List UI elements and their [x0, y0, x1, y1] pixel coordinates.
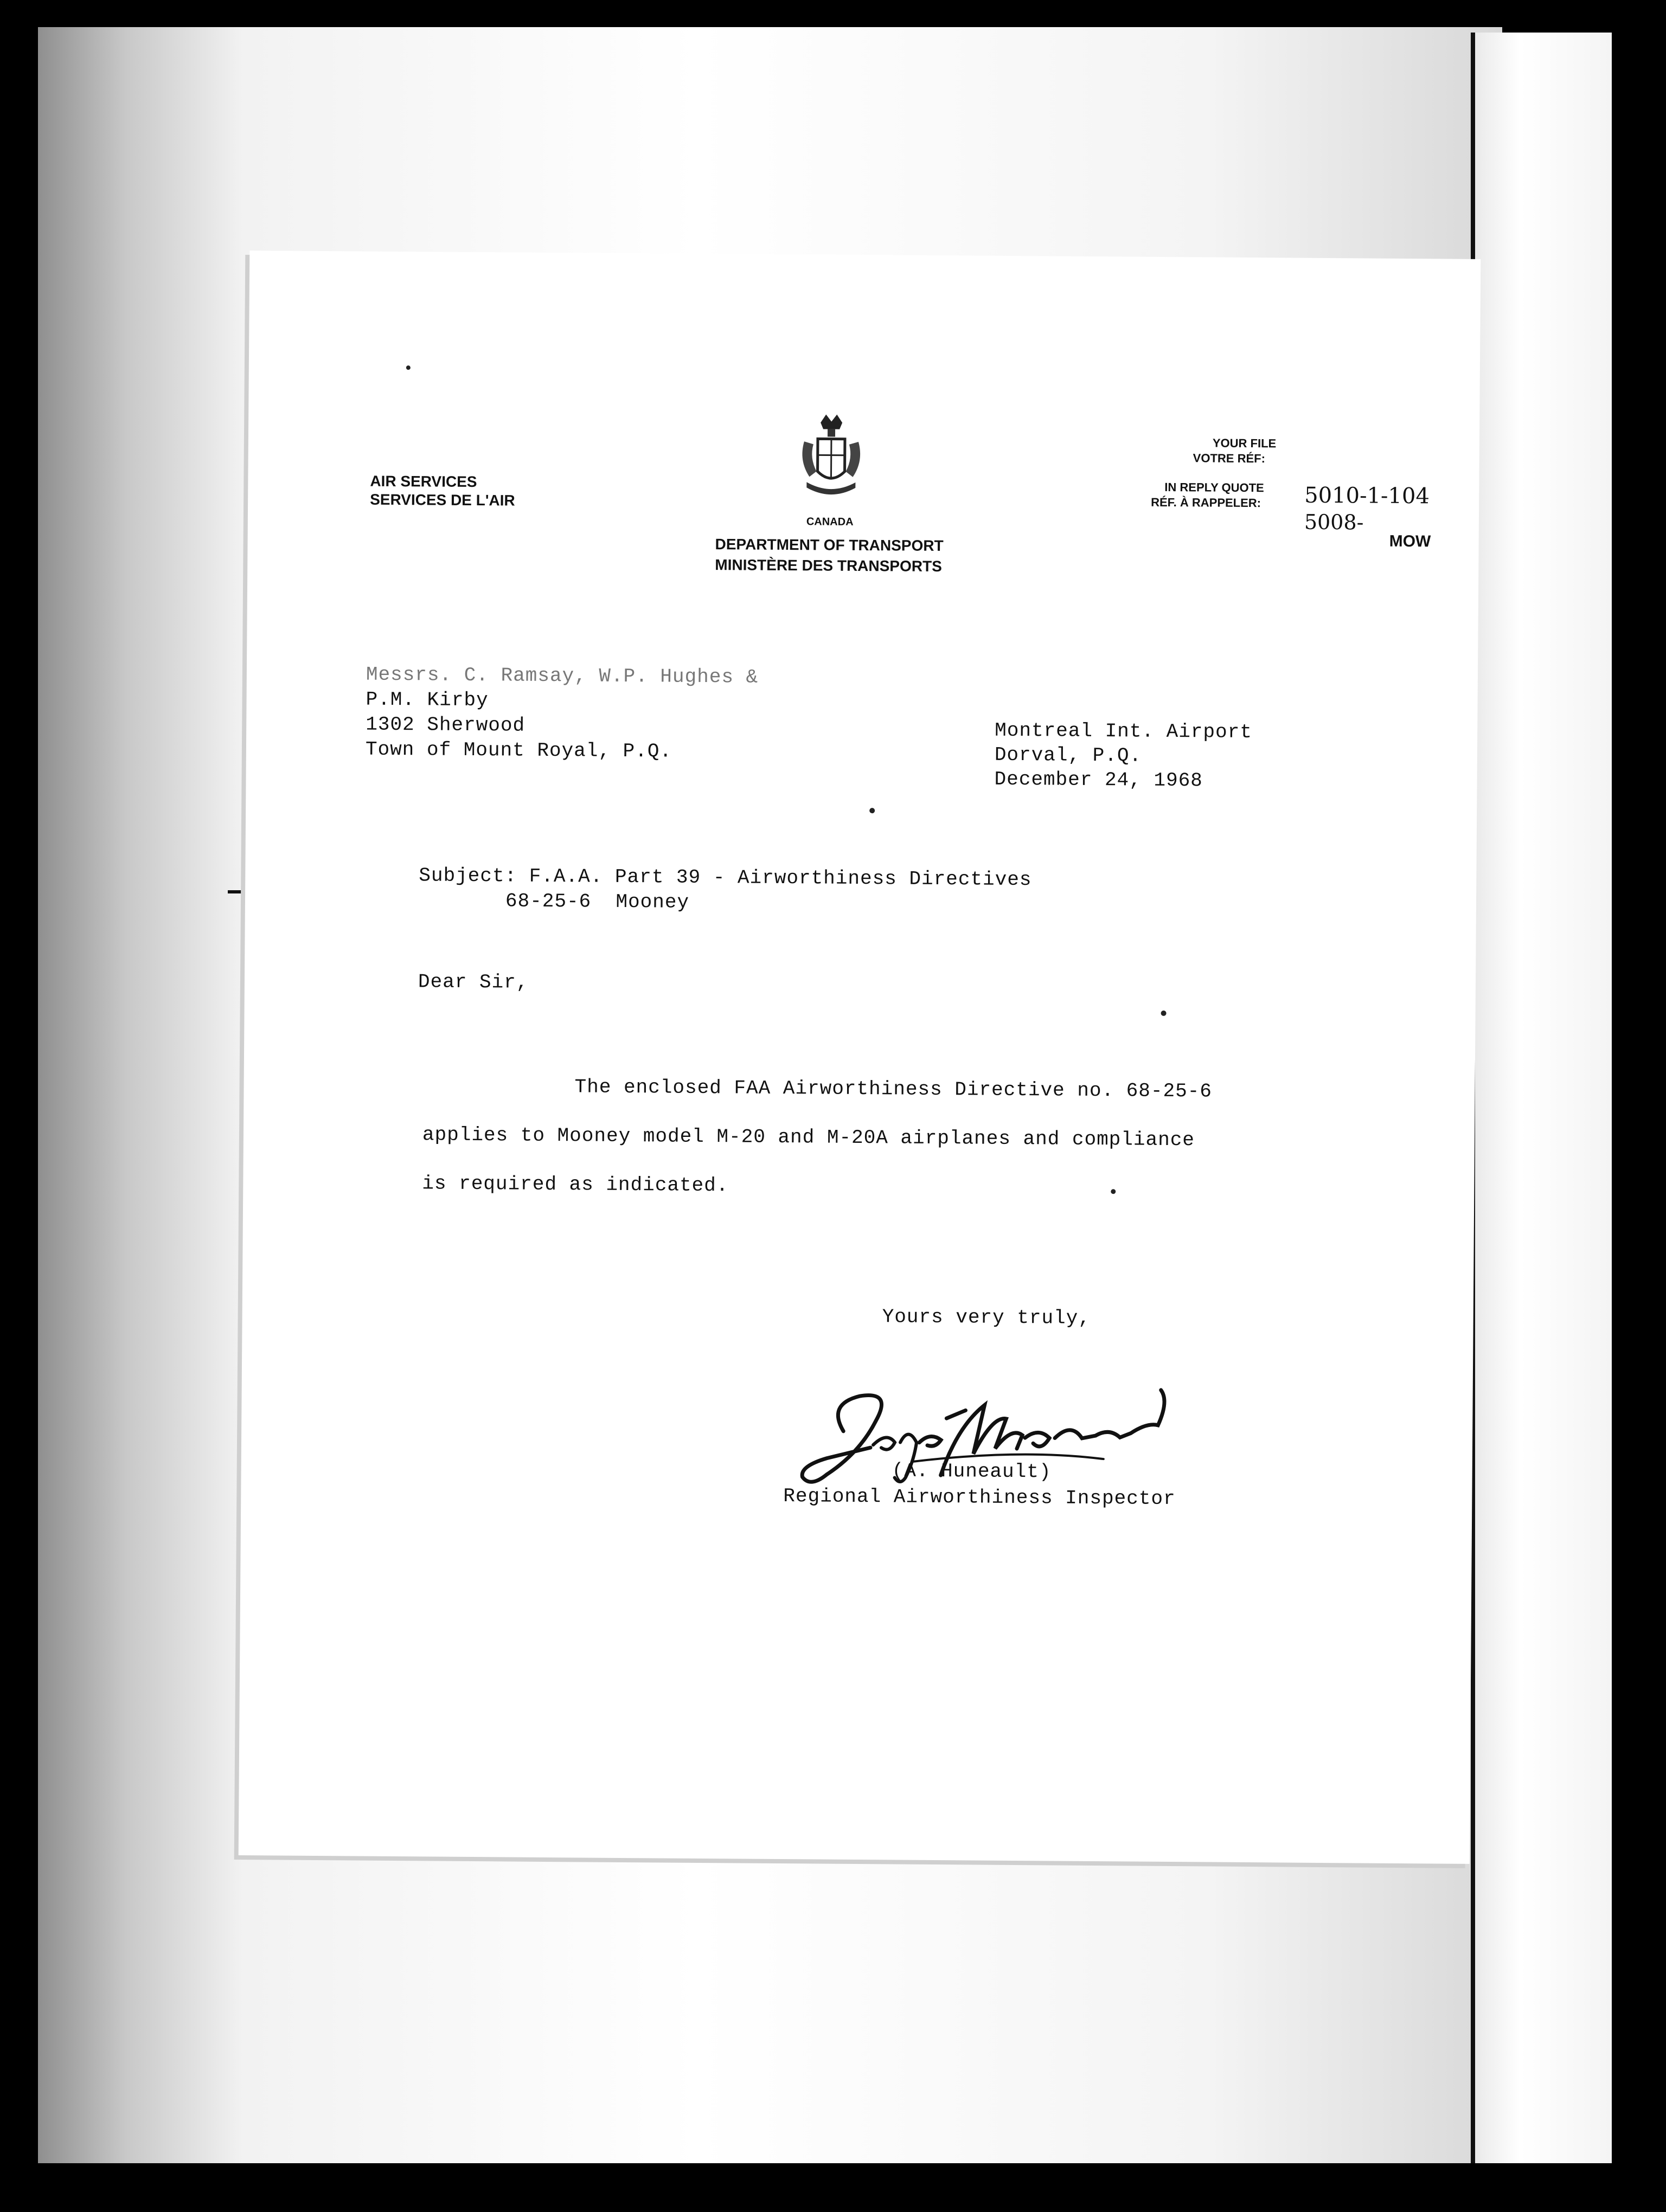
letter-date: December 24, 1968 [994, 768, 1203, 792]
speck [406, 365, 411, 370]
air-services-label: AIR SERVICES [370, 472, 477, 491]
department-en: DEPARTMENT OF TRANSPORT [715, 536, 944, 555]
recipient-line-4: Town of Mount Royal, P.Q. [365, 738, 672, 763]
signatory-title: Regional Airworthiness Inspector [783, 1485, 1176, 1510]
speck [1161, 1011, 1167, 1016]
department-fr: MINISTÈRE DES TRANSPORTS [715, 556, 942, 575]
recipient-line-1: Messrs. C. Ramsay, W.P. Hughes & [366, 663, 759, 689]
country-label: CANADA [806, 516, 854, 528]
ref-rappeler-label: RÉF. À RAPPELER: [1151, 495, 1261, 510]
mount-strip [1471, 33, 1612, 2163]
speck [869, 808, 875, 813]
sender-line-2: Dorval, P.Q. [994, 743, 1142, 767]
speck [1111, 1189, 1116, 1194]
reference-number: 5010-1-104 [1304, 483, 1430, 509]
body-line-1: The enclosed FAA Airworthiness Directive no. 68-25-6 [574, 1076, 1213, 1103]
letter-page [239, 250, 1481, 1864]
salutation: Dear Sir, [418, 970, 529, 994]
services-air-label: SERVICES DE L'AIR [370, 491, 515, 509]
reference-initials: MOW [1389, 532, 1431, 551]
sender-line-1: Montreal Int. Airport [995, 719, 1253, 744]
your-file-label: YOUR FILE [1212, 436, 1277, 451]
body-line-2: applies to Mooney model M-20 and M-20A airplanes and compliance [422, 1123, 1195, 1152]
reference-number-2: 5008- [1304, 510, 1364, 535]
body-line-3: is required as indicated. [422, 1172, 729, 1197]
recipient-line-2: P.M. Kirby [366, 688, 489, 712]
recipient-line-3: 1302 Sherwood [366, 713, 526, 737]
subject-line-1: Subject: F.A.A. Part 39 - Airworthiness Directives [419, 864, 1032, 891]
coat-of-arms-icon [796, 411, 867, 515]
closing: Yours very truly, [882, 1306, 1091, 1329]
in-reply-label: IN REPLY QUOTE [1164, 480, 1264, 495]
signatory-name: (A. Huneault) [892, 1459, 1052, 1483]
subject-line-2: 68-25-6 Mooney [505, 890, 690, 914]
votre-ref-label: VOTRE RÉF: [1193, 451, 1266, 466]
